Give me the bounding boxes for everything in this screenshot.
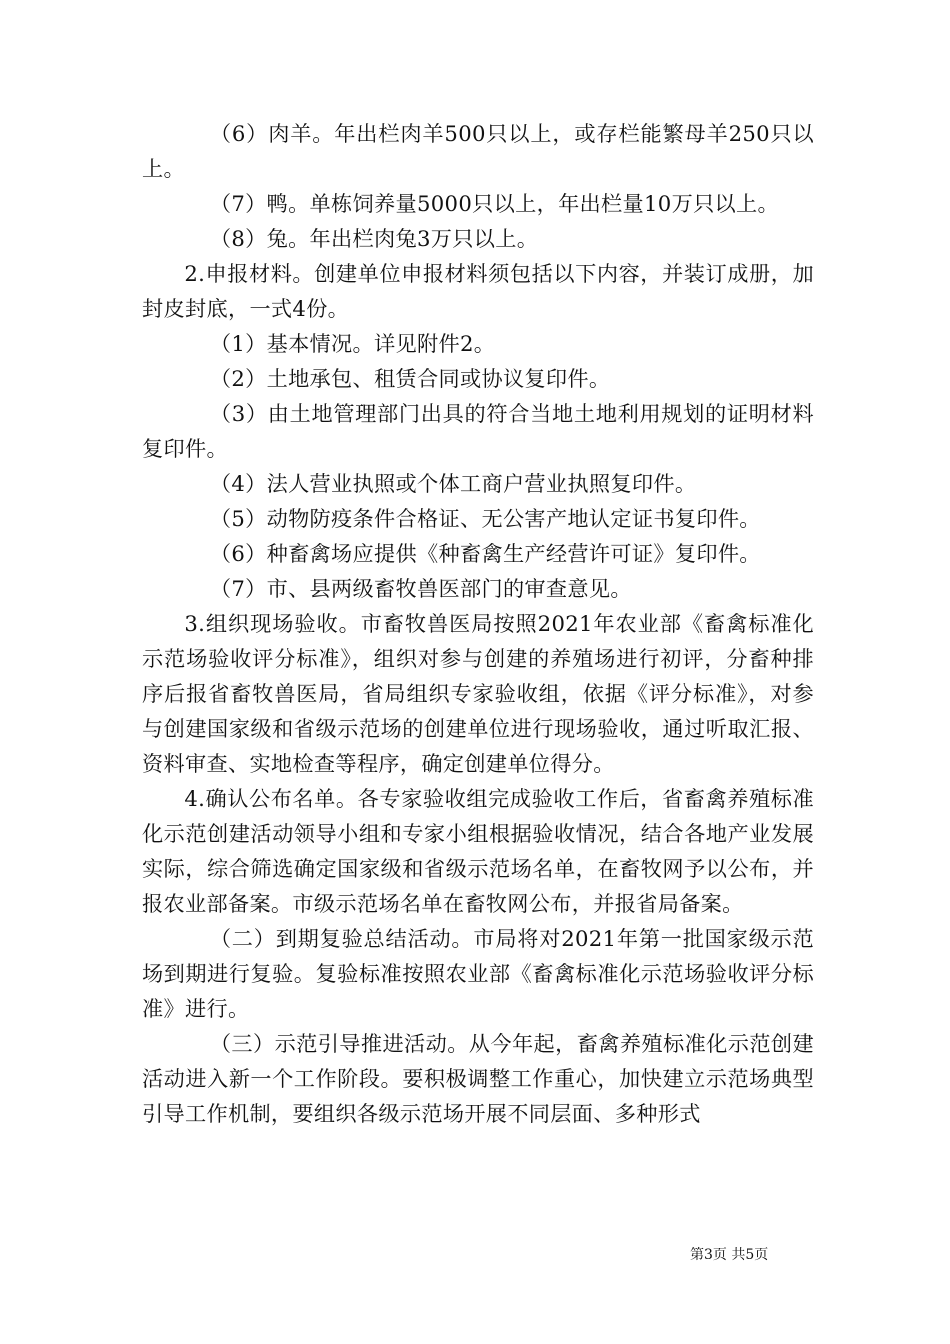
paragraph-mutton-sheep: （6）肉羊。年出栏肉羊500只以上，或存栏能繁母羊250只以上。: [142, 121, 814, 181]
paragraph-review-opinion: （7）市、县两级畜牧兽医部门的审查意见。: [209, 576, 632, 601]
paragraph-application-materials: 2.申报材料。创建单位申报材料须包括以下内容，并装订成册，加封皮封底，一式4份。: [142, 261, 814, 321]
paragraph-land-contract: （2）土地承包、租赁合同或协议复印件。: [209, 366, 611, 391]
paragraph-business-license: （4）法人营业执照或个体工商户营业执照复印件。: [209, 471, 697, 496]
paragraph-reinspection: （二）到期复验总结活动。市局将对2021年第一批国家级示范场到期进行复验。复验标准按照农业部《畜禽标准化示范场验收评分标准》进行。: [142, 926, 814, 1021]
paragraph-land-certificate: （3）由土地管理部门出具的符合当地土地利用规划的证明材料复印件。: [142, 401, 814, 461]
document-body: [142, 116, 814, 1131]
page-number: 第3页 共5页: [690, 1247, 769, 1263]
paragraph-basic-info: （1）基本情况。详见附件2。: [209, 331, 496, 356]
paragraph-rabbit: （8）兔。年出栏肉兔3万只以上。: [209, 226, 539, 251]
paragraph-duck: （7）鸭。单栋饲养量5000只以上，年出栏量10万只以上。: [209, 191, 780, 216]
paragraph-demonstration: （三）示范引导推进活动。从今年起，畜禽养殖标准化示范创建活动进入新一个工作阶段。要积极调整工作重心，加快建立示范场典型引导工作机制，要组织各级示范场开展不同层面、多种形式: [142, 1031, 814, 1126]
paragraph-epidemic-certificate: （5）动物防疫条件合格证、无公害产地认定证书复印件。: [209, 506, 761, 531]
paragraph-site-acceptance: 3.组织现场验收。市畜牧兽医局按照2021年农业部《畜禽标准化示范场验收评分标准》，组织对参与创建的养殖场进行初评，分畜种排序后报省畜牧兽医局，省局组织专家验收组，依据《评分标准》，对参与创建国家级和省级示范场的创建单位进行现场验收，通过听取汇报、资料审查、实地检查等程序，确定创建单位得分。: [142, 611, 814, 776]
paragraph-breeding-license: （6）种畜禽场应提供《种畜禽生产经营许可证》复印件。: [209, 541, 761, 566]
paragraph-publish-list: 4.确认公布名单。各专家验收组完成验收工作后，省畜禽养殖标准化示范创建活动领导小组和专家小组根据验收情况，结合各地产业发展实际，综合筛选确定国家级和省级示范场名单，在畜牧网予以公布，并报农业部备案。市级示范场名单在畜牧网公布，并报省局备案。: [142, 786, 814, 916]
